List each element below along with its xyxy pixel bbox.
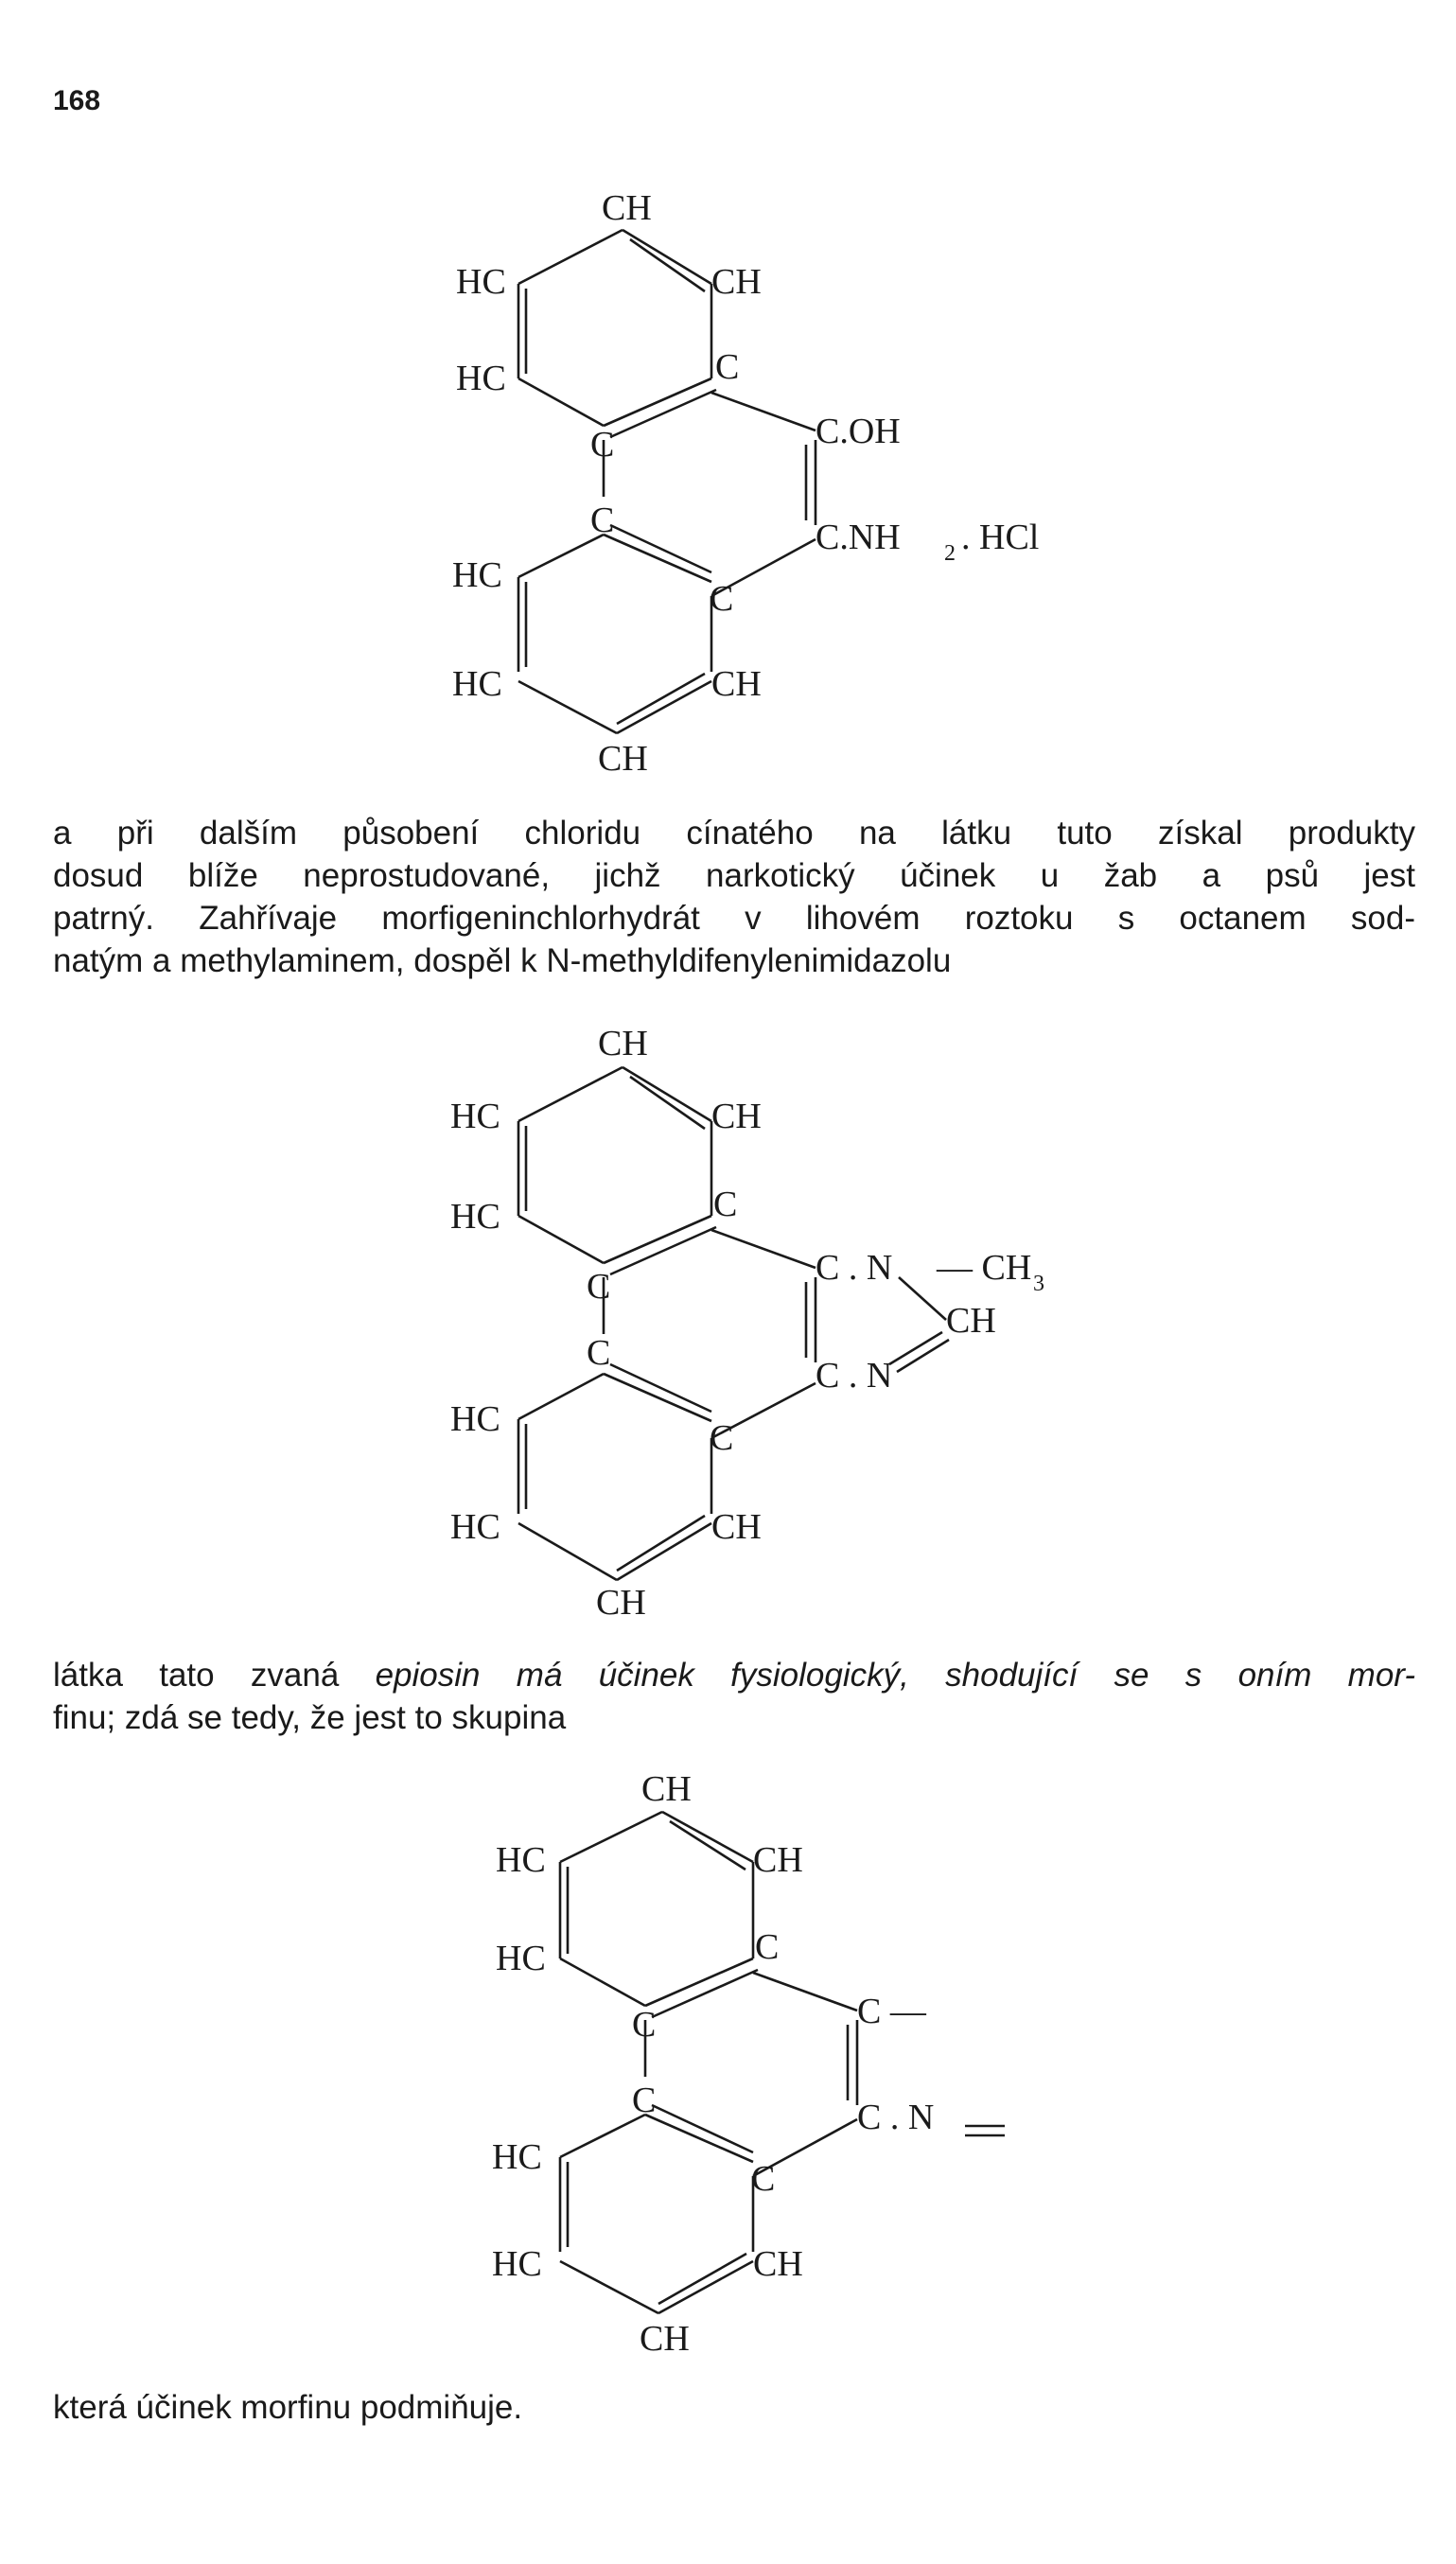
atom-label: C	[713, 1185, 738, 1224]
atom-label: HC	[496, 1840, 546, 1880]
structure-1-phenanthrene-aminol	[0, 180, 1456, 785]
atom-label: CH	[711, 664, 762, 704]
text-line: dosud blíže neprostudované, jichž narkotický účinek u žab a psů jest	[53, 857, 1415, 894]
atom-label: CH	[641, 1769, 692, 1809]
atom-label: C —	[857, 1992, 926, 2031]
atom-label: CH	[753, 1840, 803, 1880]
structure-3-labels	[492, 1769, 934, 2359]
structure-3-bonds	[560, 1812, 1005, 2313]
atom-label: HC	[456, 359, 506, 398]
atom-label: C	[587, 1267, 611, 1307]
atom-subscript: 2	[944, 541, 956, 566]
atom-label: C . N	[816, 1248, 893, 1288]
atom-label: C	[710, 1418, 734, 1458]
atom-label: CH	[946, 1301, 996, 1341]
atom-subscript: 3	[1033, 1272, 1044, 1296]
text-run: látka tato zvaná	[53, 1657, 376, 1694]
atom-label: CH	[711, 262, 762, 302]
atom-label: C . N	[816, 1356, 893, 1396]
atom-label: CH	[596, 1583, 646, 1623]
atom-label: HC	[450, 1507, 500, 1547]
text-line: patrný. Zahřívaje morfigeninchlorhydrát v lihovém roztoku s octanem sod-	[53, 900, 1415, 937]
atom-label: CH	[602, 188, 652, 228]
atom-label: CH	[711, 1097, 762, 1136]
atom-label: C	[751, 2159, 776, 2199]
atom-label: HC	[452, 555, 502, 595]
text-line: která účinek morfinu podmiňuje.	[53, 2389, 523, 2426]
text-run-italic: epiosin má účinek fysiologický, shodující se s oním mor-	[375, 1657, 1415, 1694]
structure-3-phenanthrene-fragment	[0, 1760, 1456, 2365]
page-number: 168	[53, 85, 101, 116]
atom-label: CH	[711, 1507, 762, 1547]
atom-label: C	[710, 579, 734, 619]
atom-label: HC	[450, 1097, 500, 1136]
atom-label: CH	[598, 739, 648, 779]
atom-label: C	[715, 347, 740, 387]
atom-label: C	[590, 425, 615, 465]
atom-label: . HCl	[961, 518, 1040, 557]
text-line: finu; zdá se tedy, že jest to skupina	[53, 1699, 567, 1736]
atom-label: HC	[456, 262, 506, 302]
atom-label: C.NH	[816, 518, 901, 557]
atom-label: CH	[753, 2244, 803, 2284]
atom-label: HC	[450, 1399, 500, 1439]
paragraph-3	[53, 2386, 1415, 2429]
atom-label: — CH	[937, 1248, 1032, 1288]
atom-label: HC	[496, 1939, 546, 1978]
atom-label: C	[632, 2005, 657, 2045]
atom-label: HC	[492, 2137, 542, 2177]
structure-1-bonds	[518, 230, 816, 733]
text-line: natým a methylaminem, dospěl k N-methyldifenylenimidazolu	[53, 942, 952, 979]
paragraph-1	[53, 812, 1415, 982]
text-line	[53, 1654, 1415, 1696]
atom-label: C	[590, 501, 615, 540]
atom-label: C . N	[857, 2098, 935, 2137]
atom-label: C	[755, 1927, 780, 1967]
atom-label: HC	[452, 664, 502, 704]
atom-label: C	[587, 1333, 611, 1373]
atom-label: C	[632, 2081, 657, 2120]
paragraph-2	[53, 1654, 1415, 1739]
text-line: a při dalším působení chloridu cínatého na látku tuto získal produkty	[53, 815, 1415, 852]
structure-1-labels	[452, 188, 1039, 779]
atom-label: CH	[598, 1024, 648, 1063]
atom-label: CH	[640, 2319, 690, 2359]
atom-label: HC	[450, 1197, 500, 1237]
atom-label: C.OH	[816, 412, 901, 451]
structure-2-labels	[450, 1024, 1044, 1623]
structure-2-bonds	[518, 1067, 949, 1580]
atom-label: HC	[492, 2244, 542, 2284]
structure-2-n-methyldiphenylenimidazole	[0, 1012, 1456, 1637]
